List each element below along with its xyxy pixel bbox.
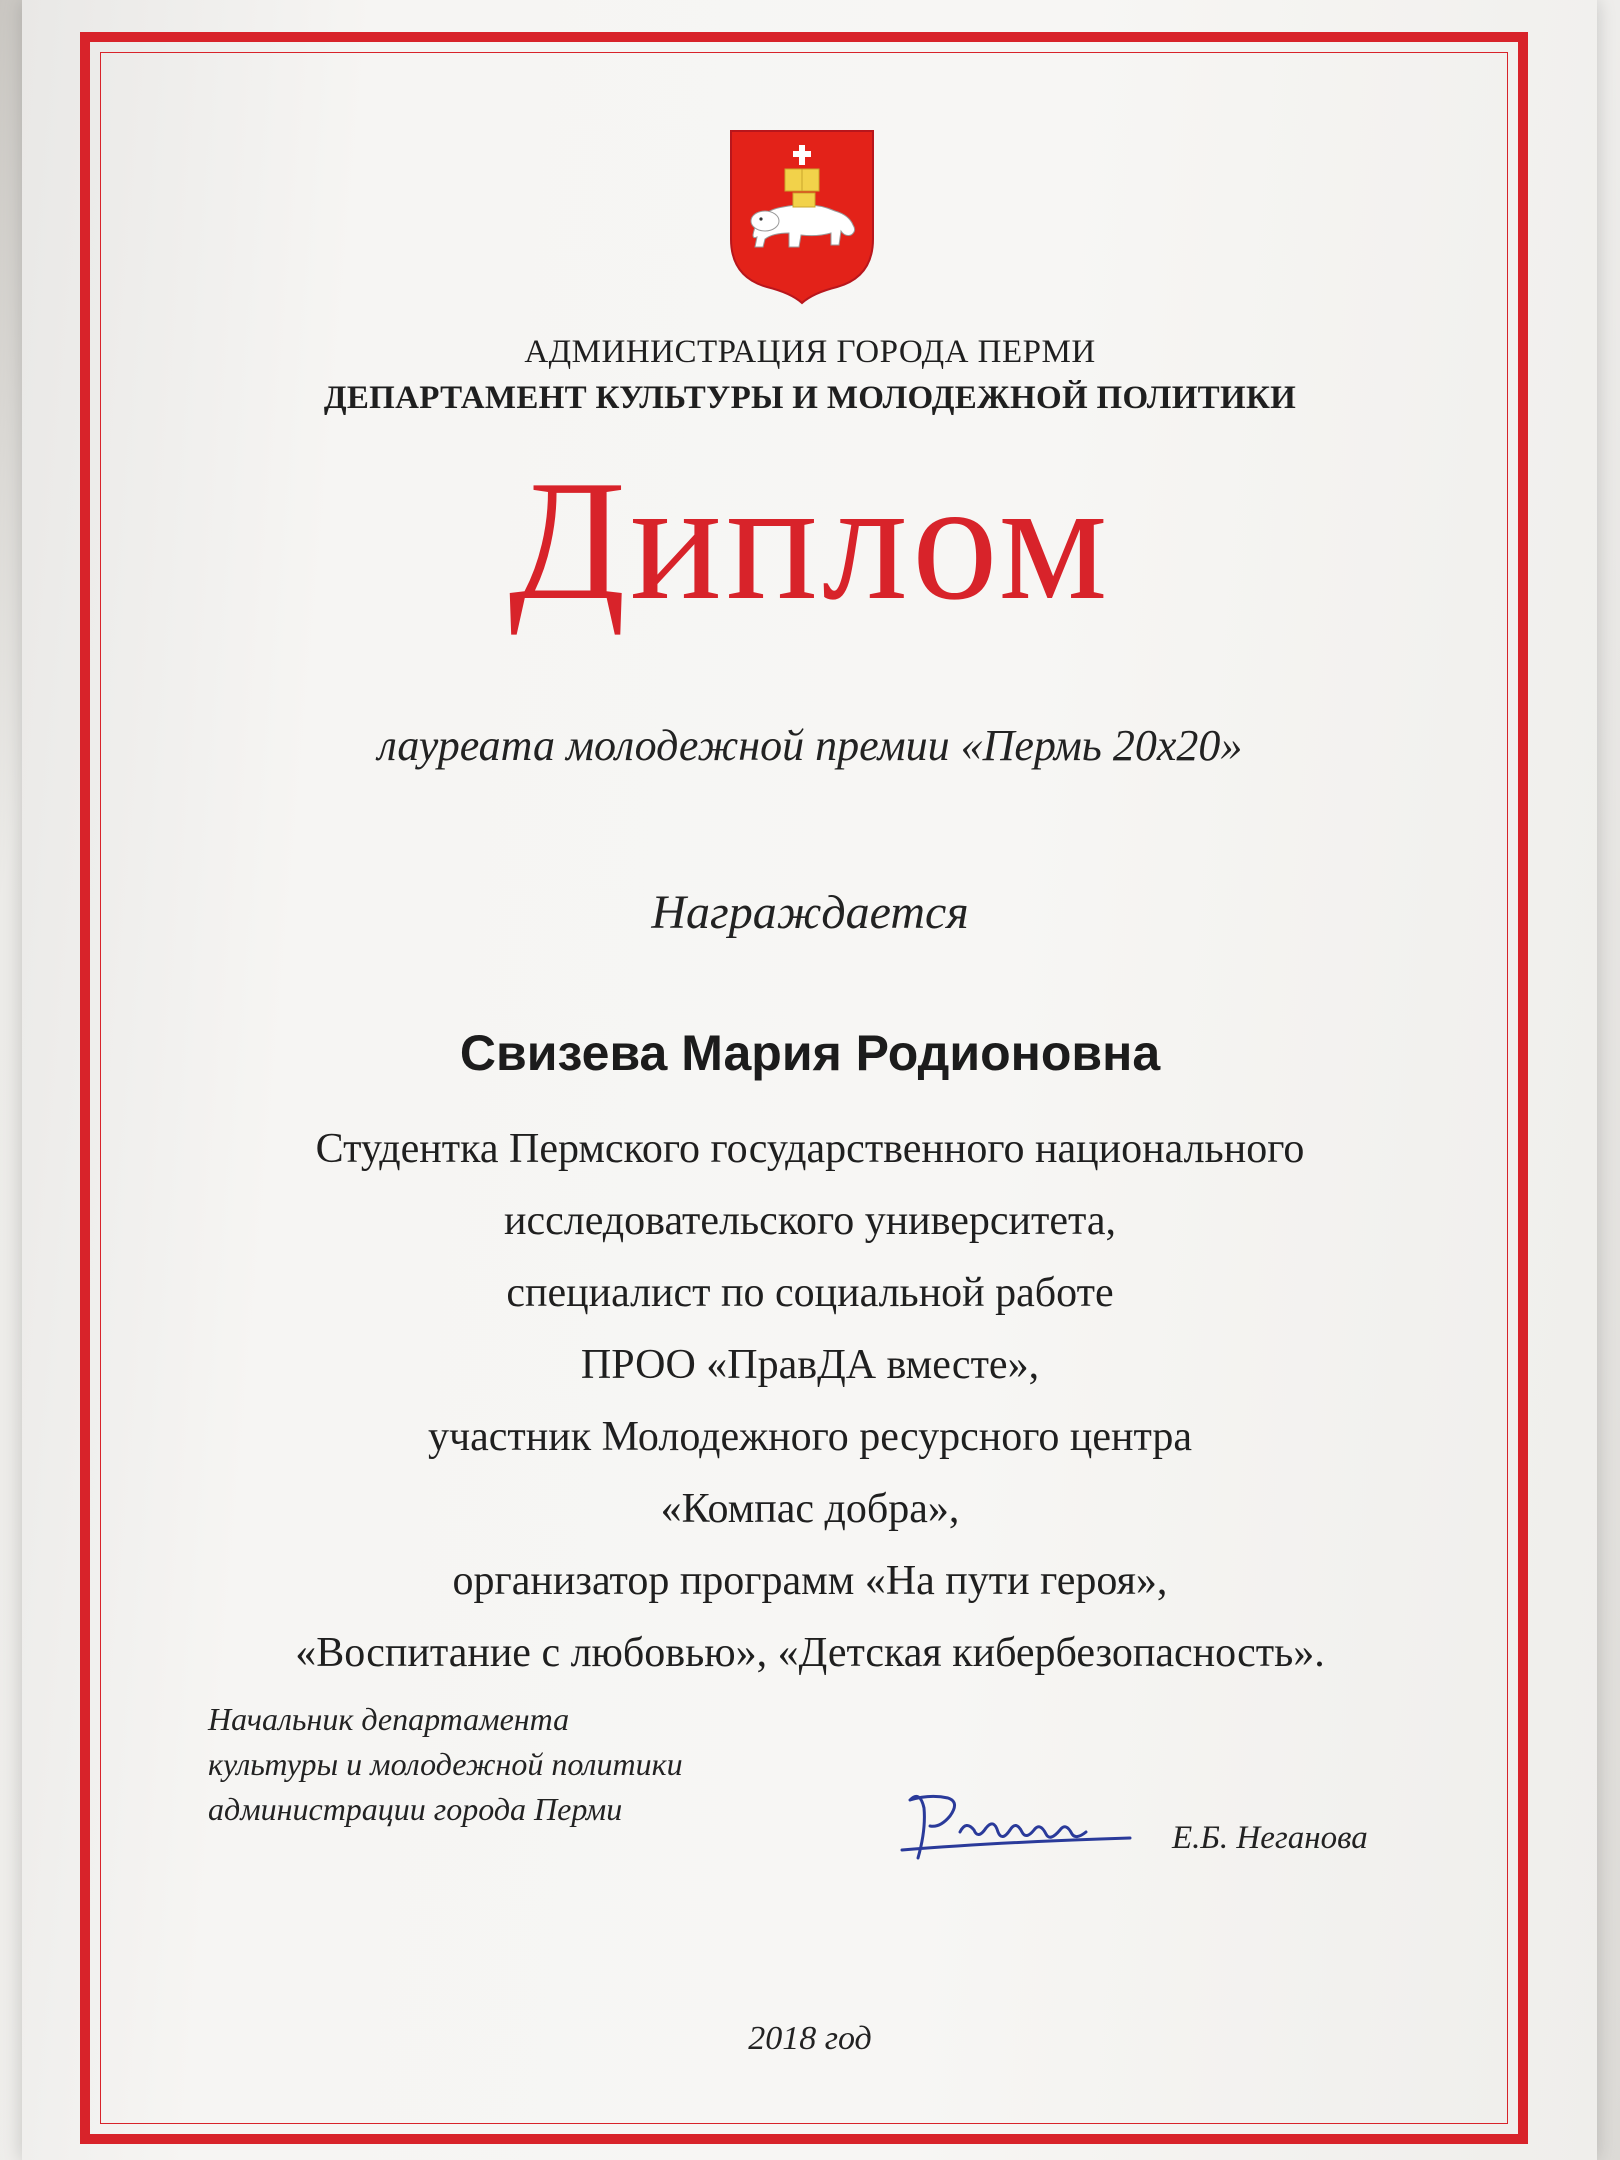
perm-coat-of-arms-icon — [727, 127, 877, 305]
signatory-position-line: Начальник департамента — [208, 1701, 570, 1737]
diploma-subtitle: лауреата молодежной премии «Пермь 20х20» — [377, 721, 1243, 770]
description-line: «Воспитание с любовью», «Детская кибербезопасность». — [295, 1630, 1325, 1676]
description-line: участник Молодежного ресурсного центра — [428, 1414, 1192, 1460]
signatory-position-line: культуры и молодежной политики — [208, 1746, 683, 1782]
description-line: Студентка Пермского государственного национального — [315, 1126, 1305, 1172]
recipient-description — [0, 1113, 1620, 1689]
description-line: «Компас добра», — [660, 1486, 960, 1532]
administration-heading: АДМИНИСТРАЦИЯ ГОРОДА ПЕРМИ — [524, 334, 1096, 370]
description-line: специалист по социальной работе — [506, 1270, 1114, 1316]
recipient-name: Свизева Мария Родионовна — [459, 1025, 1161, 1081]
handwritten-signature — [890, 1780, 1150, 1880]
awarded-label: Награждается — [651, 886, 969, 939]
diploma-title: Диплом — [508, 446, 1112, 636]
description-line: ПРОО «ПравДА вместе», — [580, 1342, 1040, 1388]
signatory-position-line: администрации города Перми — [208, 1791, 623, 1827]
signatory-position — [208, 1697, 683, 1832]
signatory-name: Е.Б. Неганова — [1172, 1820, 1368, 1856]
description-line: исследовательского университета, — [503, 1198, 1116, 1244]
diploma-year: 2018 год — [748, 2020, 872, 2057]
description-line: организатор программ «На пути героя», — [452, 1558, 1168, 1604]
department-heading: ДЕПАРТАМЕНТ КУЛЬТУРЫ И МОЛОДЕЖНОЙ ПОЛИТИКИ — [323, 380, 1297, 416]
